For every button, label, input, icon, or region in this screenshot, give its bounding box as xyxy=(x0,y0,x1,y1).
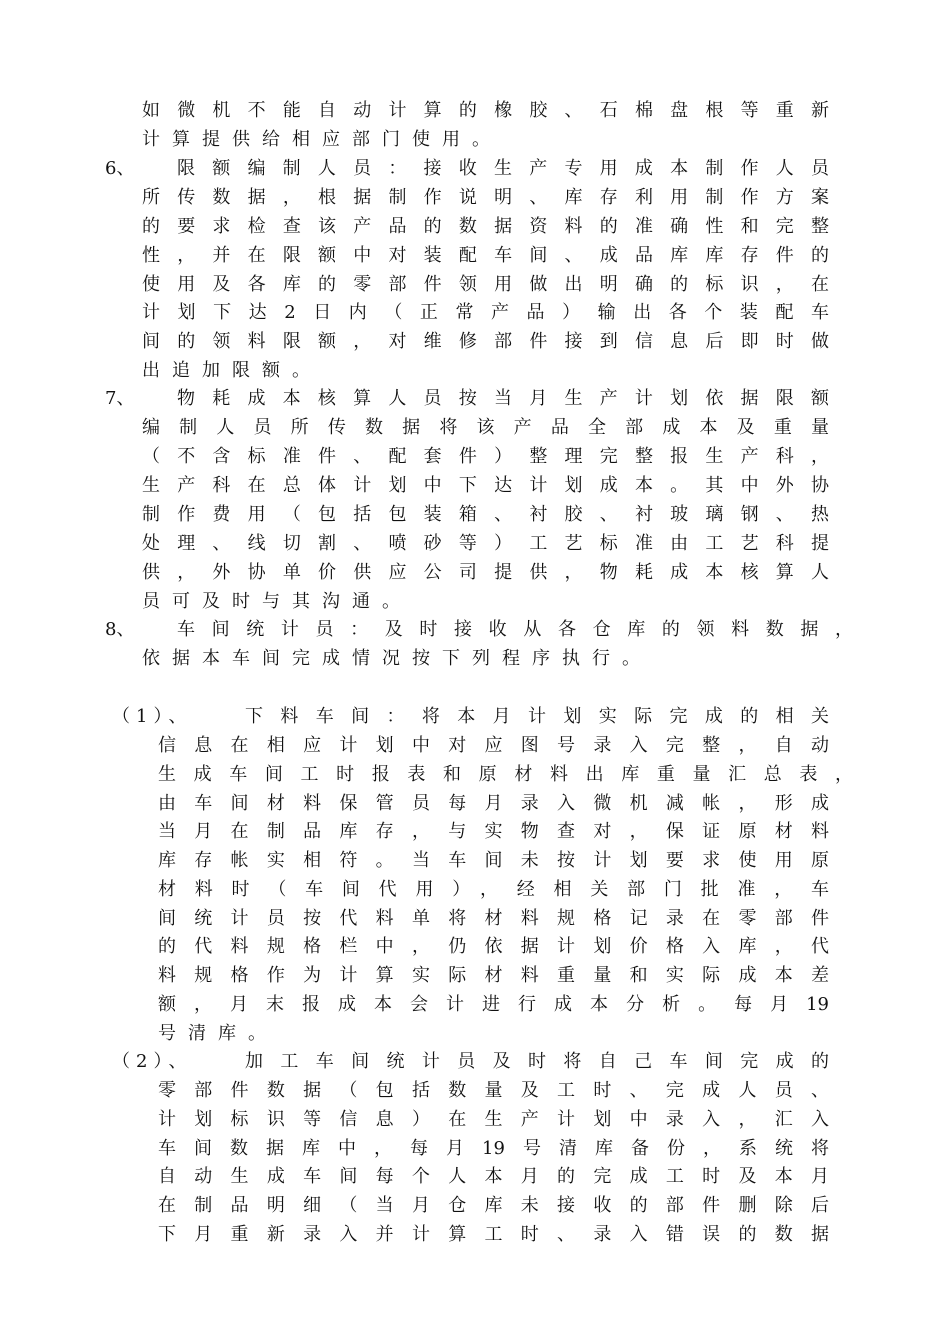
paragraph-line: （不含标准件、配套件）整理完整报生产科， xyxy=(142,446,829,467)
paragraph-line: 依据本车间完成情况按下列程序执行。 xyxy=(142,648,652,669)
paragraph-line: 计算提供给相应部门使用。 xyxy=(142,129,502,150)
paragraph-line: 物耗成本核算人员按当月生产计划依据限额 xyxy=(177,388,829,409)
paragraph-line: 号清库。 xyxy=(158,1023,278,1044)
paragraph-line: 员可及时与其沟通。 xyxy=(142,591,412,612)
list-marker-sub-1: （1）、 xyxy=(112,706,193,727)
paragraph-line: 所传数据，根据制作说明、库存利用制作方案 xyxy=(142,187,829,208)
list-marker-sub-2: （2）、 xyxy=(112,1051,193,1072)
paragraph-line: 车间统计员：及时接收从各仓库的领料数据， xyxy=(177,619,853,640)
paragraph-line: 如微机不能自动计算的橡胶、石棉盘根等重新 xyxy=(142,100,829,121)
paragraph-line: 材料时（车间代用），经相关部门批准，车 xyxy=(158,879,829,900)
paragraph-line: 车间数据库中，每月19号清库备份，系统将 xyxy=(158,1138,829,1159)
list-marker-6: 6、 xyxy=(105,158,135,179)
paragraph-line: 额，月末报成本会计进行成本分析。每月19 xyxy=(158,994,829,1015)
paragraph-line: 的要求检查该产品的数据资料的准确性和完整 xyxy=(142,216,829,237)
paragraph-line: 出追加限额。 xyxy=(142,360,322,381)
paragraph-line: 当月在制品库存，与实物查对，保证原材料 xyxy=(158,821,829,842)
paragraph-line: 零部件数据（包括数量及工时、完成人员、 xyxy=(158,1080,829,1101)
list-marker-7: 7、 xyxy=(105,388,135,409)
paragraph-line: 由车间材料保管员每月录入微机减帐，形成 xyxy=(158,793,829,814)
paragraph-line: 编制人员所传数据将该产品全部成本及重量 xyxy=(142,417,829,438)
paragraph-line: 限额编制人员：接收生产专用成本制作人员 xyxy=(177,158,829,179)
paragraph-line: 使用及各库的零部件领用做出明确的标识，在 xyxy=(142,274,829,295)
paragraph-line: 生成车间工时报表和原材料出库重量汇总表， xyxy=(158,764,853,785)
paragraph-line: 供，外协单价供应公司提供，物耗成本核算人 xyxy=(142,562,829,583)
paragraph-line: 库存帐实相符。当车间未按计划要求使用原 xyxy=(158,850,829,871)
paragraph-line: 料规格作为计算实际材料重量和实际成本差 xyxy=(158,965,829,986)
paragraph-line: 信息在相应计划中对应图号录入完整，自动 xyxy=(158,735,829,756)
paragraph-line: 加工车间统计员及时将自己车间完成的 xyxy=(245,1051,829,1072)
paragraph-line: 生产科在总体计划中下达计划成本。其中外协 xyxy=(142,475,829,496)
paragraph-line: 在制品明细（当月仓库未接收的部件删除后 xyxy=(158,1195,829,1216)
paragraph-line: 处理、线切割、喷砂等）工艺标准由工艺科提 xyxy=(142,533,829,554)
paragraph-line: 自动生成车间每个人本月的完成工时及本月 xyxy=(158,1166,829,1187)
paragraph-line: 计划下达2日内（正常产品）输出各个装配车 xyxy=(142,302,829,323)
list-marker-8: 8、 xyxy=(105,619,135,640)
paragraph-line: 性，并在限额中对装配车间、成品库库存件的 xyxy=(142,245,829,266)
paragraph-line: 间统计员按代料单将材料规格记录在零部件 xyxy=(158,908,829,929)
paragraph-line: 间的领料限额，对维修部件接到信息后即时做 xyxy=(142,331,829,352)
paragraph-line: 下月重新录入并计算工时、录入错误的数据 xyxy=(158,1224,829,1245)
paragraph-line: 的代料规格栏中，仍依据计划价格入库，代 xyxy=(158,936,829,957)
paragraph-line: 制作费用（包括包装箱、衬胶、衬玻璃钢、热 xyxy=(142,504,829,525)
paragraph-line: 下料车间：将本月计划实际完成的相关 xyxy=(245,706,829,727)
paragraph-line: 计划标识等信息）在生产计划中录入，汇入 xyxy=(158,1109,829,1130)
